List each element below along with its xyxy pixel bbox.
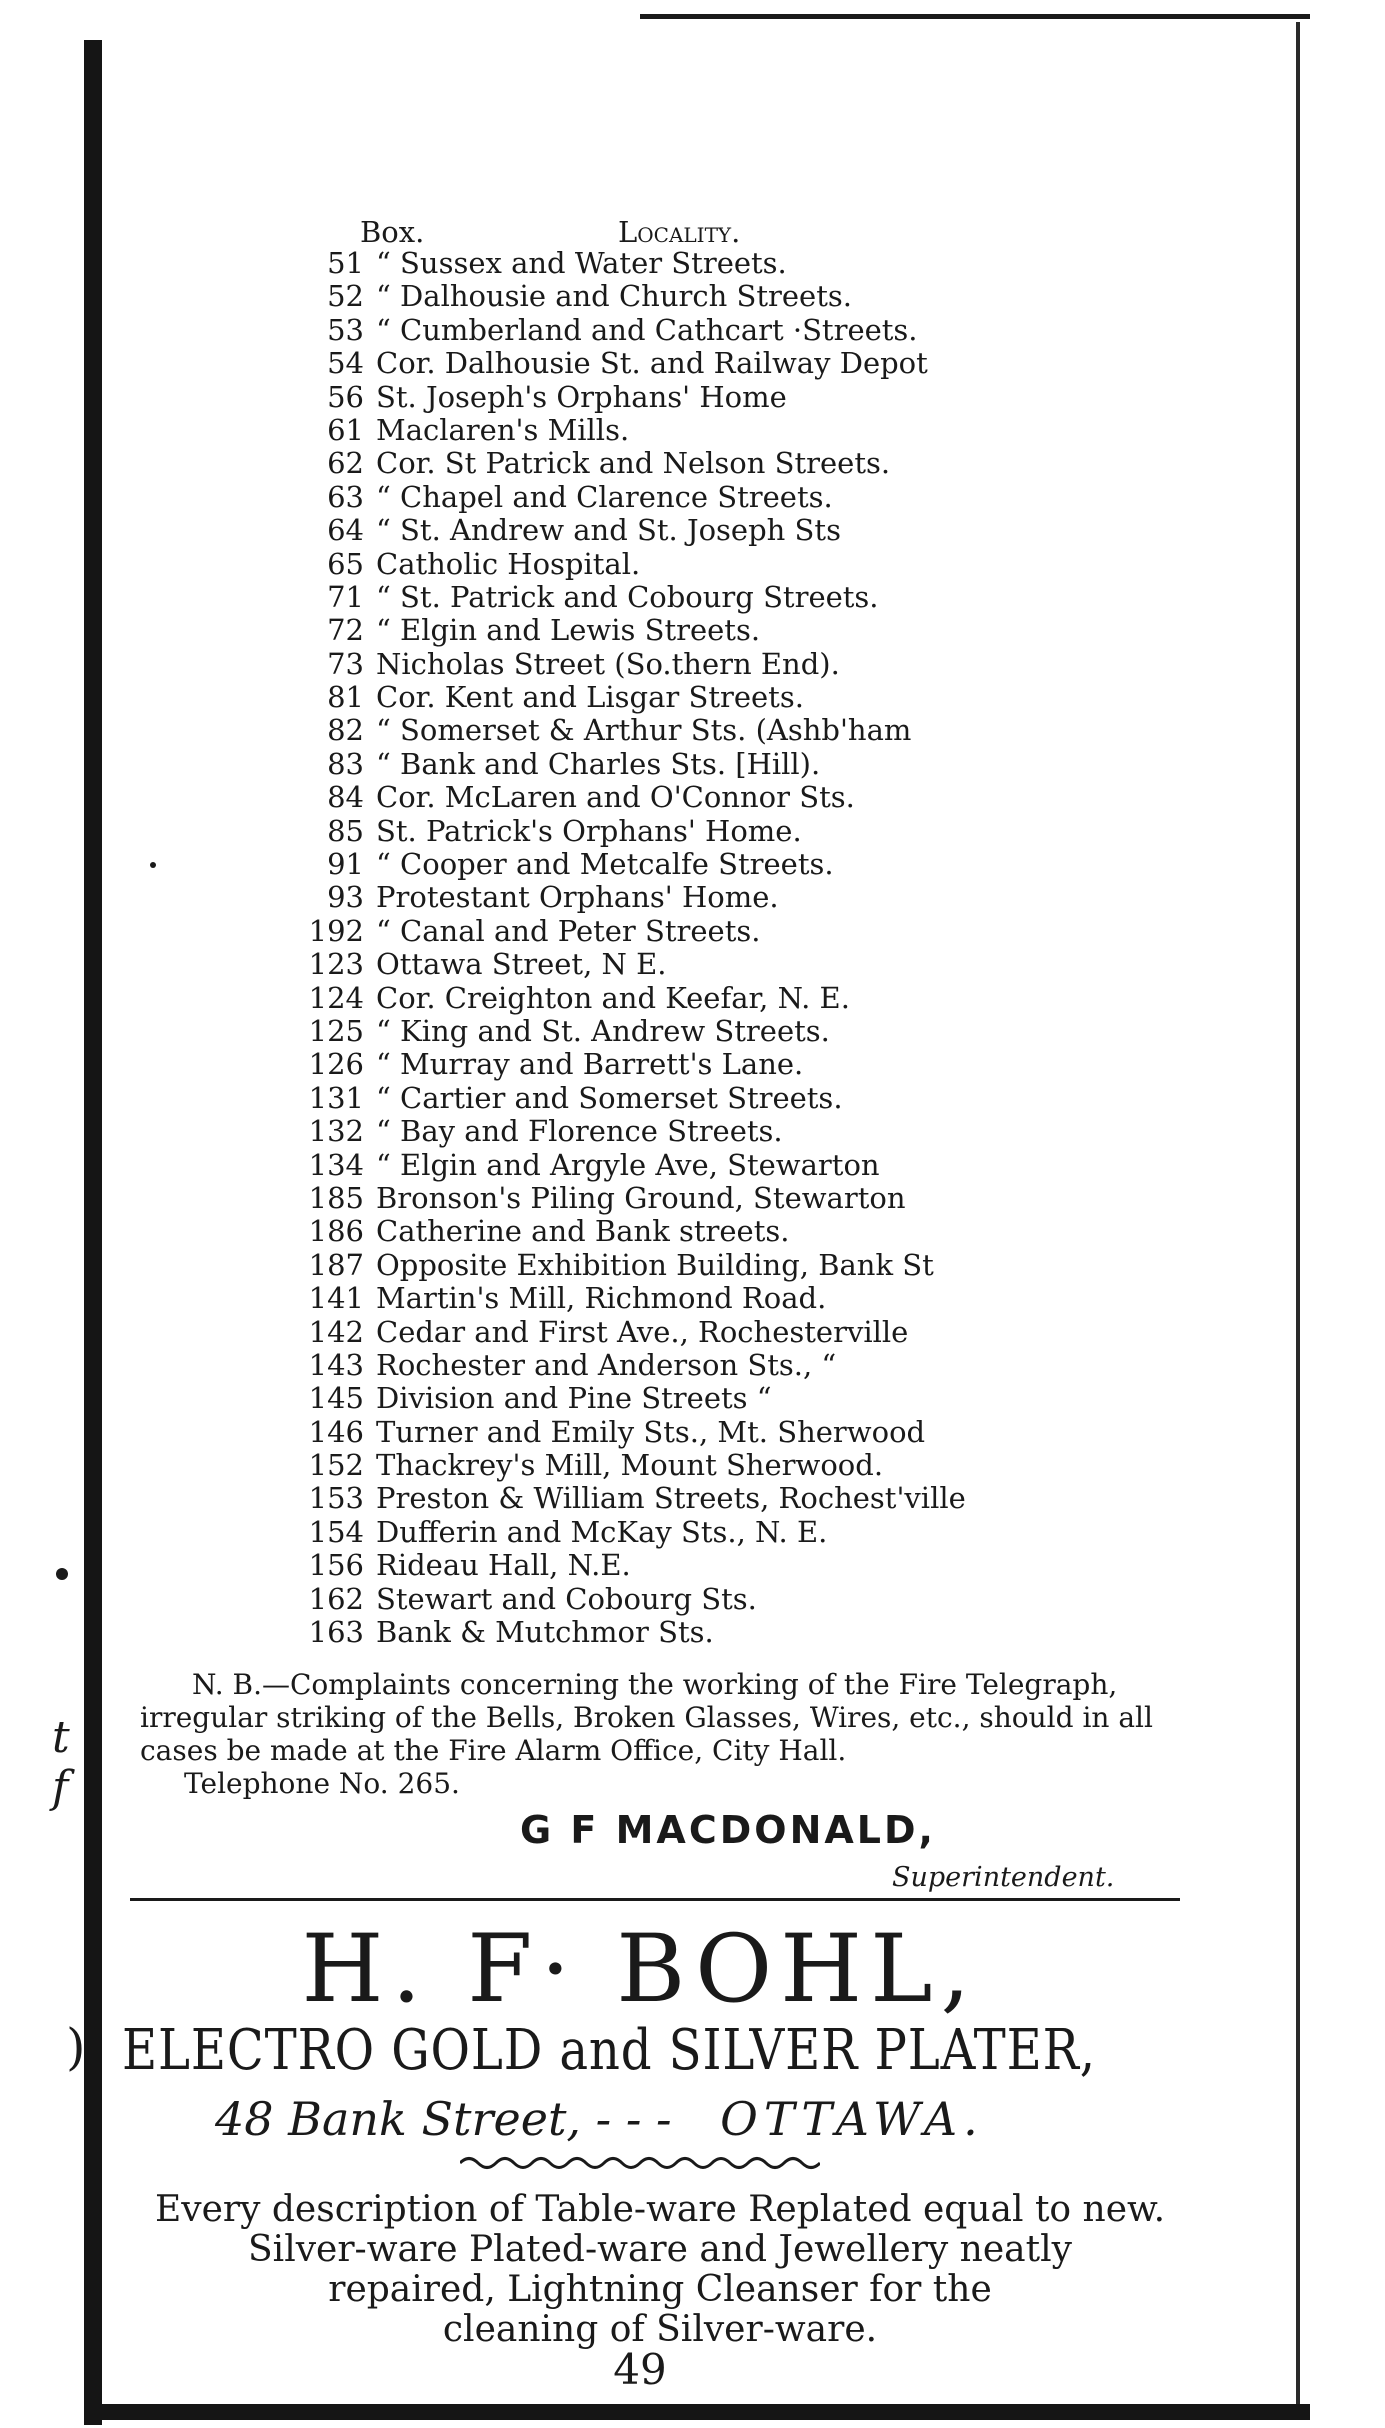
ink-speck	[56, 1568, 68, 1580]
list-item	[300, 714, 966, 747]
list-item	[300, 1082, 966, 1115]
locality-text: “ Elgin and Argyle Ave, Stewarton	[376, 1147, 880, 1182]
locality-text: Cor. St Patrick and Nelson Streets.	[376, 446, 891, 481]
ink-speck	[150, 862, 156, 868]
advert-street: 48 Bank Street, - - -	[215, 2092, 672, 2146]
left-border-bar	[84, 40, 102, 2425]
locality-text: Cor. Dalhousie St. and Railway Depot	[376, 346, 928, 381]
list-item	[300, 815, 966, 848]
telephone-line: Telephone No. 265.	[184, 1767, 460, 1800]
box-number: 56	[327, 379, 364, 414]
margin-mark-t: t	[52, 1712, 70, 1763]
signature-title: Superintendent.	[892, 1862, 1115, 1893]
box-number: 85	[327, 813, 364, 848]
box-number: 53	[327, 312, 364, 347]
box-number: 61	[327, 412, 364, 447]
list-item	[300, 781, 966, 814]
notice-paragraph	[140, 1668, 1200, 1800]
locality-text: Rochester and Anderson Sts., “	[376, 1347, 837, 1382]
locality-text: Ottawa Street, N E.	[376, 947, 667, 982]
list-item	[300, 481, 966, 514]
locality-text: St. Joseph's Orphans' Home	[376, 379, 787, 414]
box-number: 84	[327, 780, 364, 815]
locality-text: “ Canal and Peter Streets.	[376, 913, 761, 948]
notice-text: N. B.—Complaints concerning the working of the Fire Telegraph, irregular striking of the Bells, Broken Glasses, Wires, etc., should in all cases be made at the Fire Alarm Office, City Hall.	[140, 1668, 1153, 1767]
list-item	[300, 1115, 966, 1148]
advert-address	[215, 2092, 984, 2146]
box-number: 152	[308, 1448, 364, 1483]
list-item	[300, 1382, 966, 1415]
right-border-line	[1296, 22, 1300, 2412]
list-item	[300, 581, 966, 614]
list-item	[300, 347, 966, 380]
box-number: 126	[308, 1047, 364, 1082]
box-number: 186	[308, 1214, 364, 1249]
locality-text: “ Sussex and Water Streets.	[376, 246, 787, 280]
bottom-border-bar	[84, 2404, 1310, 2420]
box-number: 71	[327, 579, 364, 614]
list-item	[300, 1549, 966, 1582]
list-item	[300, 982, 966, 1015]
locality-text: Stewart and Cobourg Sts.	[376, 1581, 757, 1616]
locality-text: “ Cumberland and Cathcart ·Streets.	[376, 312, 918, 347]
list-item	[300, 1149, 966, 1182]
box-number: 145	[308, 1381, 364, 1416]
box-number: 123	[308, 947, 364, 982]
locality-text: Catholic Hospital.	[376, 546, 641, 581]
box-number: 134	[308, 1147, 364, 1182]
box-number: 153	[308, 1481, 364, 1516]
locality-text: “ King and St. Andrew Streets.	[376, 1013, 830, 1048]
advert-name: H. F· BOHL,	[301, 1915, 979, 2024]
box-number: 81	[327, 680, 364, 715]
list-item	[300, 1282, 966, 1315]
locality-text: Cor. Creighton and Keefar, N. E.	[376, 980, 850, 1015]
box-number: 64	[327, 513, 364, 548]
box-number: 72	[327, 613, 364, 648]
list-item	[300, 1616, 966, 1649]
locality-text: Martin's Mill, Richmond Road.	[376, 1281, 827, 1316]
header-locality: Locality.	[618, 215, 741, 249]
box-number: 192	[308, 913, 364, 948]
page-number: 49	[613, 2345, 667, 2394]
section-divider	[130, 1898, 1180, 1901]
box-number: 146	[308, 1414, 364, 1449]
list-item	[300, 915, 966, 948]
locality-text: “ Bay and Florence Streets.	[376, 1114, 783, 1149]
box-number: 163	[308, 1615, 364, 1650]
advert-line: Every description of Table-ware Replated equal to new.	[154, 2189, 1166, 2230]
locality-text: Thackrey's Mill, Mount Sherwood.	[376, 1448, 884, 1483]
box-number: 51	[327, 246, 364, 280]
list-item	[300, 1182, 966, 1215]
box-number: 131	[308, 1080, 364, 1115]
locality-text: Opposite Exhibition Building, Bank St	[376, 1247, 934, 1282]
list-item	[300, 848, 966, 881]
box-number: 154	[308, 1514, 364, 1549]
locality-text: Cor. Kent and Lisgar Streets.	[376, 680, 804, 715]
list-item	[300, 1516, 966, 1549]
advert-line: Silver-ware Plated-ware and Jewellery neatly	[248, 2229, 1072, 2270]
box-number: 62	[327, 446, 364, 481]
advert-city: OTTAWA.	[720, 2092, 984, 2146]
list-item	[300, 1015, 966, 1048]
list-item	[300, 514, 966, 547]
locality-text: “ Dalhousie and Church Streets.	[376, 279, 852, 314]
list-item	[300, 247, 966, 280]
box-number: 142	[308, 1314, 364, 1349]
locality-text: “ Cartier and Somerset Streets.	[376, 1080, 843, 1115]
locality-text: Maclaren's Mills.	[376, 412, 630, 447]
list-item	[300, 414, 966, 447]
locality-text: “ Bank and Charles Sts. [Hill).	[376, 746, 821, 781]
locality-text: St. Patrick's Orphans' Home.	[376, 813, 802, 848]
box-number: 125	[308, 1013, 364, 1048]
advert-trade: ELECTRO GOLD and SILVER PLATER,	[122, 2018, 1096, 2083]
list-item	[300, 1349, 966, 1382]
margin-mark-paren: )	[66, 2018, 86, 2076]
box-number: 93	[327, 880, 364, 915]
box-number: 124	[308, 980, 364, 1015]
wavy-ornament	[460, 2152, 820, 2174]
locality-text: Cedar and First Ave., Rochesterville	[376, 1314, 909, 1349]
list-item	[300, 948, 966, 981]
list-item	[300, 1449, 966, 1482]
box-number: 162	[308, 1581, 364, 1616]
locality-text: “ Chapel and Clarence Streets.	[376, 479, 833, 514]
advert-body	[110, 2190, 1210, 2350]
box-number: 156	[308, 1548, 364, 1583]
fire-alarm-box-list	[300, 247, 966, 1649]
list-item	[300, 1215, 966, 1248]
list-item	[300, 1249, 966, 1282]
locality-text: Bank & Mutchmor Sts.	[376, 1615, 714, 1650]
header-box: Box.	[360, 215, 425, 249]
locality-text: “ St. Patrick and Cobourg Streets.	[376, 579, 879, 614]
box-number: 63	[327, 479, 364, 514]
locality-text: Bronson's Piling Ground, Stewarton	[376, 1180, 906, 1215]
locality-text: Protestant Orphans' Home.	[376, 880, 779, 915]
list-item	[300, 548, 966, 581]
box-number: 82	[327, 713, 364, 748]
box-number: 73	[327, 646, 364, 681]
box-number: 187	[308, 1247, 364, 1282]
locality-text: Cor. McLaren and O'Connor Sts.	[376, 780, 855, 815]
box-number: 65	[327, 546, 364, 581]
locality-text: “ Murray and Barrett's Lane.	[376, 1047, 804, 1082]
list-item	[300, 1482, 966, 1515]
margin-mark-f: f	[52, 1762, 69, 1813]
locality-text: Rideau Hall, N.E.	[376, 1548, 631, 1583]
list-item	[300, 447, 966, 480]
locality-text: Preston & William Streets, Rochest'ville	[376, 1481, 966, 1516]
box-number: 141	[308, 1281, 364, 1316]
list-item	[300, 614, 966, 647]
list-item	[300, 1316, 966, 1349]
list-item	[300, 314, 966, 347]
list-item	[300, 881, 966, 914]
list-item	[300, 748, 966, 781]
list-item	[300, 1048, 966, 1081]
locality-text: “ Cooper and Metcalfe Streets.	[376, 847, 834, 882]
locality-text: “ Somerset & Arthur Sts. (Ashb'ham	[376, 713, 912, 748]
box-number: 132	[308, 1114, 364, 1149]
box-number: 54	[327, 346, 364, 381]
list-item	[300, 381, 966, 414]
locality-text: Dufferin and McKay Sts., N. E.	[376, 1514, 828, 1549]
locality-text: Nicholas Street (So.thern End).	[376, 646, 840, 681]
locality-text: Turner and Emily Sts., Mt. Sherwood	[376, 1414, 926, 1449]
list-item	[300, 681, 966, 714]
signature-name: G F MACDONALD,	[520, 1808, 936, 1852]
list-item	[300, 648, 966, 681]
locality-text: Division and Pine Streets “	[376, 1381, 772, 1416]
locality-text: Catherine and Bank streets.	[376, 1214, 790, 1249]
locality-text: “ Elgin and Lewis Streets.	[376, 613, 761, 648]
advert-line: cleaning of Silver-ware.	[442, 2309, 878, 2350]
box-number: 91	[327, 847, 364, 882]
locality-text: “ St. Andrew and St. Joseph Sts	[376, 513, 841, 548]
box-number: 83	[327, 746, 364, 781]
list-item	[300, 1416, 966, 1449]
list-item	[300, 280, 966, 313]
advert-line: repaired, Lightning Cleanser for the	[328, 2269, 992, 2310]
box-number: 185	[308, 1180, 364, 1215]
list-item	[300, 1583, 966, 1616]
box-number: 52	[327, 279, 364, 314]
box-number: 143	[308, 1347, 364, 1382]
top-rule	[640, 14, 1310, 19]
